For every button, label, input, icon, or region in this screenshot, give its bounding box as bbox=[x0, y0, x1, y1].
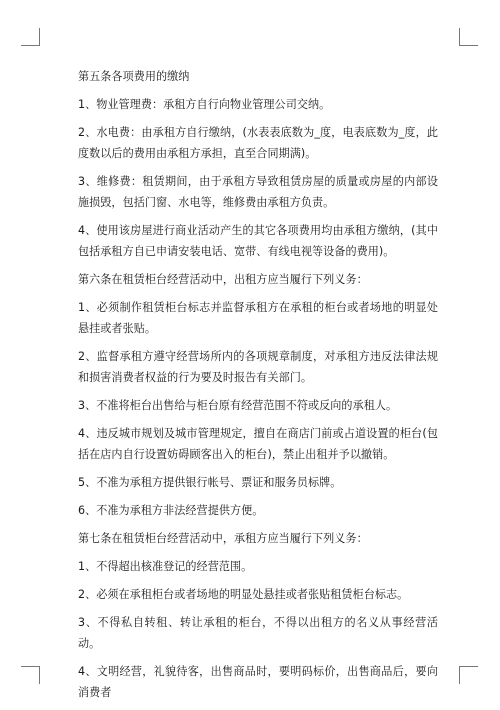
section-heading-article-7: 第七条在租赁柜台经营活动中，承租方应当履行下列义务： bbox=[78, 532, 368, 545]
section-heading-article-6: 第六条在租赁柜台经营活动中，出租方应当履行下列义务： bbox=[78, 273, 368, 286]
paragraph-lessee-duty-1: 1、不得超出核准登记的经营范围。 bbox=[78, 560, 253, 573]
paragraph-lessor-duty-1: 1、必须制作租赁柜台标志并监督承租方在承租的柜台或者场地的明显处悬挂或者张贴。 bbox=[78, 301, 438, 335]
paragraph-lessee-duty-3: 3、不得私自转租、转让承租的柜台，不得以出租方的名义从事经营活动。 bbox=[78, 616, 438, 650]
section-heading-article-5: 第五条各项费用的缴纳 bbox=[78, 70, 190, 83]
paragraph-lessor-duty-4: 4、违反城市规划及城市管理规定，擅自在商店门前或占道设置的柜台(包括在店内自行设置妨碍顾客出入的柜台)，禁止出租并予以撤销。 bbox=[78, 427, 438, 461]
paragraph-property-fee: 1、物业管理费：承租方自行向物业管理公司交纳。 bbox=[78, 98, 331, 111]
document-page bbox=[78, 66, 438, 710]
crop-mark-bottom-right-horizontal bbox=[460, 666, 478, 667]
crop-mark-top-right-horizontal bbox=[460, 45, 478, 46]
crop-mark-bottom-left-horizontal bbox=[21, 666, 39, 667]
crop-mark-top-left-horizontal bbox=[21, 45, 39, 46]
paragraph-lessor-duty-2: 2、监督承租方遵守经营场所内的各项规章制度，对承租方违反法律法规和损害消费者权益的行为要及时报告有关部门。 bbox=[78, 350, 438, 384]
paragraph-lessee-duty-4: 4、文明经营，礼貌待客，出售商品时，要明码标价，出售商品后，要向消费者 bbox=[78, 665, 438, 699]
paragraph-maintenance-fee: 3、维修费：租赁期间，由于承租方导致租赁房屋的质量或房屋的内部设施损毁，包括门窗、水电等，维修费由承租方负责。 bbox=[78, 175, 438, 209]
paragraph-lessor-duty-3: 3、不准将柜台出售给与柜台原有经营范围不符或反向的承租人。 bbox=[78, 399, 398, 412]
paragraph-lessor-duty-6: 6、不准为承租方非法经营提供方便。 bbox=[78, 504, 264, 517]
paragraph-other-fees: 4、使用该房屋进行商业活动产生的其它各项费用均由承租方缴纳，(其中包括承租方自已申请安装电话、宽带、有线电视等设备的费用)。 bbox=[78, 224, 438, 258]
crop-mark-bottom-right-vertical bbox=[459, 666, 460, 684]
crop-mark-top-right-vertical bbox=[459, 28, 460, 46]
paragraph-lessor-duty-5: 5、不准为承租方提供银行帐号、票证和服务员标牌。 bbox=[78, 476, 342, 489]
paragraph-utility-fee: 2、水电费：由承租方自行缴纳，(水表表底数为_度，电表底数为_度，此度数以后的费用由承租方承担，直至合同期满)。 bbox=[78, 126, 438, 160]
crop-mark-bottom-left-vertical bbox=[39, 666, 40, 684]
crop-mark-top-left-vertical bbox=[39, 28, 40, 46]
paragraph-lessee-duty-2: 2、必须在承租柜台或者场地的明显处悬挂或者张贴租赁柜台标志。 bbox=[78, 588, 409, 601]
